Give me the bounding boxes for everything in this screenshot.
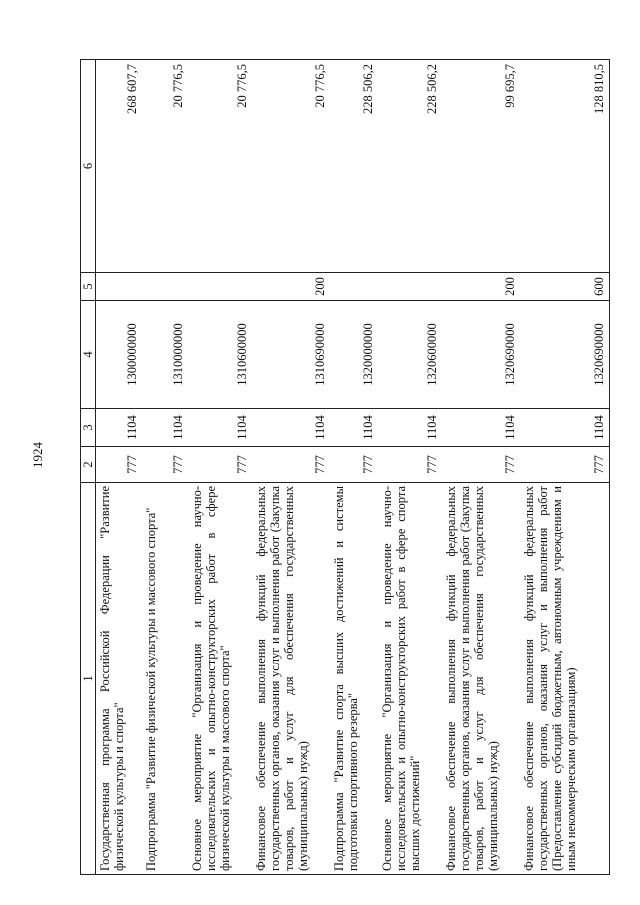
cell-ministry: 777 — [96, 447, 142, 483]
table-row — [188, 60, 252, 875]
row-name: Подпрограмма "Развитие физической культуры и массового спорта" — [142, 483, 188, 875]
cell-expense-type — [330, 273, 378, 301]
cell-section: 1104 — [252, 409, 330, 447]
cell-section: 1104 — [142, 409, 188, 447]
table-row — [96, 60, 142, 875]
page-number: 1924 — [30, 442, 45, 468]
cell-ministry: 777 — [520, 447, 610, 483]
row-name: Финансовое обеспечение выполнения функций федеральных государственных органов, оказания услуг и выполнения работ (Предоставление субсидий бюджетным, автономным учреждениям и иным некоммерческим организациям) — [520, 483, 610, 875]
cell-ministry: 777 — [378, 447, 442, 483]
cell-amount: 228 506,2 — [330, 60, 378, 273]
row-name: Государственная программа Российской Федерации "Развитие физической культуры и спорта" — [96, 483, 142, 875]
budget-table — [80, 59, 610, 875]
cell-section: 1104 — [96, 409, 142, 447]
cell-target: 1300000000 — [96, 301, 142, 409]
cell-section: 1104 — [378, 409, 442, 447]
header-cell: 6 — [81, 60, 96, 273]
header-cell: 2 — [81, 447, 96, 483]
header-cell: 3 — [81, 409, 96, 447]
table-row — [520, 60, 610, 875]
header-cell: 1 — [81, 483, 96, 875]
cell-ministry: 777 — [442, 447, 520, 483]
cell-amount: 20 776,5 — [188, 60, 252, 273]
cell-section: 1104 — [442, 409, 520, 447]
cell-target: 1320000000 — [330, 301, 378, 409]
cell-target: 1320690000 — [520, 301, 610, 409]
cell-expense-type: 200 — [252, 273, 330, 301]
cell-target: 1310000000 — [142, 301, 188, 409]
cell-target: 1310600000 — [188, 301, 252, 409]
cell-amount: 99 695,7 — [442, 60, 520, 273]
rotated-table-wrapper — [80, 60, 610, 875]
cell-expense-type — [142, 273, 188, 301]
header-cell: 5 — [81, 273, 96, 301]
row-name: Финансовое обеспечение выполнения функций федеральных государственных органов, оказания услуг и выполнения работ (Закупка товаров, работ и услуг для обеспечения государственных (муниципальных) нужд) — [442, 483, 520, 875]
cell-amount: 20 776,5 — [252, 60, 330, 273]
cell-target: 1320690000 — [442, 301, 520, 409]
table-row — [252, 60, 330, 875]
cell-amount: 20 776,5 — [142, 60, 188, 273]
cell-expense-type — [96, 273, 142, 301]
cell-amount: 128 810,5 — [520, 60, 610, 273]
cell-ministry: 777 — [330, 447, 378, 483]
cell-section: 1104 — [330, 409, 378, 447]
header-cell: 4 — [81, 301, 96, 409]
cell-expense-type — [188, 273, 252, 301]
cell-section: 1104 — [520, 409, 610, 447]
cell-ministry: 777 — [142, 447, 188, 483]
cell-ministry: 777 — [188, 447, 252, 483]
table-row — [142, 60, 188, 875]
cell-ministry: 777 — [252, 447, 330, 483]
table-row — [378, 60, 442, 875]
row-name: Подпрограмма "Развитие спорта высших достижений и системы подготовки спортивного резерва" — [330, 483, 378, 875]
table-row — [330, 60, 378, 875]
table-row — [442, 60, 520, 875]
cell-amount: 268 607,7 — [96, 60, 142, 273]
cell-expense-type — [378, 273, 442, 301]
cell-amount: 228 506,2 — [378, 60, 442, 273]
cell-section: 1104 — [188, 409, 252, 447]
cell-expense-type: 600 — [520, 273, 610, 301]
cell-target: 1320600000 — [378, 301, 442, 409]
row-name: Основное мероприятие "Организация и проведение научно-исследовательских и опытно-конструкторских работ в сфере физической культуры и массового спорта" — [188, 483, 252, 875]
row-name: Финансовое обеспечение выполнения функций федеральных государственных органов, оказания услуг и выполнения работ (Закупка товаров, работ и услуг для обеспечения государственных (муниципальных) нужд) — [252, 483, 330, 875]
row-name: Основное мероприятие "Организация и проведение научно-исследовательских и опытно-конструкторских работ в сфере спорта высших достижений" — [378, 483, 442, 875]
cell-target: 1310690000 — [252, 301, 330, 409]
header-row — [81, 60, 96, 875]
cell-expense-type: 200 — [442, 273, 520, 301]
